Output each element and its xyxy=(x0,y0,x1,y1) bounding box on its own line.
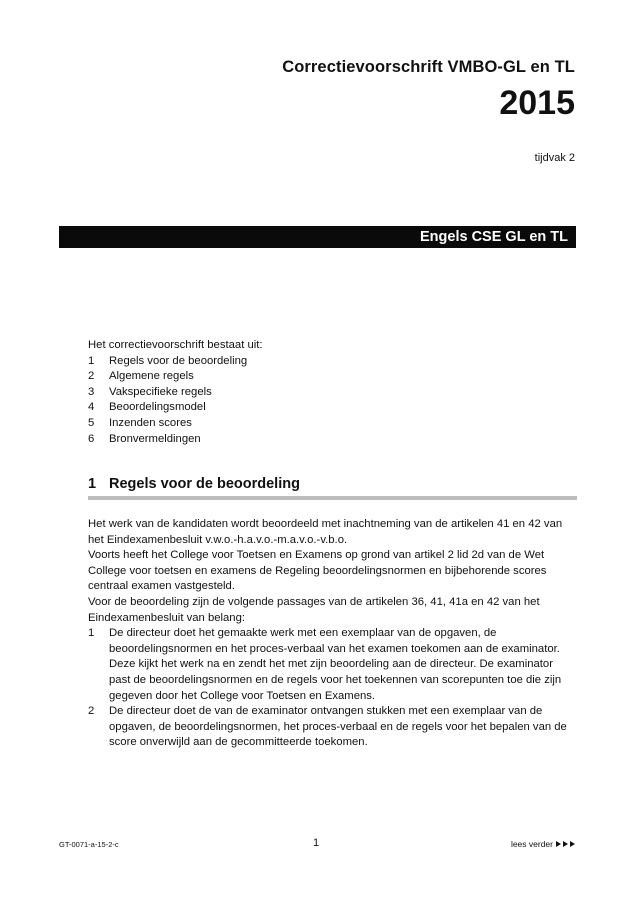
page-number: 1 xyxy=(313,837,320,849)
rules-item-number: 1 xyxy=(88,627,95,640)
document-title: Correctievoorschrift VMBO-GL en TL xyxy=(282,58,575,76)
continue-indicator xyxy=(511,839,575,849)
section-body xyxy=(88,517,577,751)
contents-item-number: 3 xyxy=(88,385,95,398)
contents-item xyxy=(88,400,568,416)
section-heading xyxy=(88,476,300,492)
rules-item-text: De directeur doet de van de examinator ontvangen stukken met een exemplaar van de opgaven, de beoordelingsnormen, het proces-verbaal en de regels voor het bepalen van de score onverwijld aan de gecommitteerde toekomen. xyxy=(109,705,567,749)
rules-item-number: 2 xyxy=(88,705,95,718)
subject-title: Engels CSE GL en TL xyxy=(420,229,568,245)
paragraph: Voor de beoordeling zijn de volgende passages van de artikelen 36, 41, 41a en 42 van het Eindexamenbesluit van belang: xyxy=(88,595,540,624)
table-of-contents xyxy=(88,338,568,447)
contents-item-label: Beoordelingsmodel xyxy=(109,401,206,414)
contents-item-label: Vakspecifieke regels xyxy=(109,385,212,398)
contents-item-label: Bronvermeldingen xyxy=(109,432,201,445)
contents-item xyxy=(88,432,568,448)
contents-item-label: Algemene regels xyxy=(109,370,194,383)
contents-list xyxy=(88,354,568,448)
document-code: GT-0071-a-15-2-c xyxy=(59,840,119,849)
rules-list-item xyxy=(88,626,577,704)
section-divider xyxy=(88,496,577,500)
contents-item-number: 5 xyxy=(88,416,95,429)
exam-period: tijdvak 2 xyxy=(534,152,575,164)
section-title: Regels voor de beoordeling xyxy=(109,476,300,492)
contents-item-number: 1 xyxy=(88,354,95,367)
continue-label: lees verder xyxy=(510,839,553,849)
contents-item-number: 2 xyxy=(88,370,95,383)
contents-item xyxy=(88,369,568,385)
subject-banner xyxy=(59,226,576,248)
contents-item-label: Regels voor de beoordeling xyxy=(109,354,248,367)
contents-item-number: 4 xyxy=(88,401,95,414)
contents-item-label: Inzenden scores xyxy=(109,416,192,429)
paragraph: Het werk van de kandidaten wordt beoordeeld met inachtneming van de artikelen 41 en 42 van het Eindexamenbesluit v.w.o.-h.a.v.o.-m.a.v.o.-v.b.o. xyxy=(88,518,563,546)
triple-arrow-right-icon xyxy=(556,841,575,847)
rules-item-text: De directeur doet het gemaakte werk met een exemplaar van de opgaven, de beoordelingsnormen en het proces-verbaal van het examen toekomen aan de examinator. Deze kijkt het werk na en zendt het met zijn beoordeling aan de directeur. De examinator past de beoordelingsnormen en de regels voor het toekennen van scorepunten toe die zijn gegeven door het College voor Toetsen en Examens. xyxy=(109,627,562,702)
document-year: 2015 xyxy=(499,84,575,122)
paragraph: Voorts heeft het College voor Toetsen en Examens op grond van artikel 2 lid 2d van de Wet College voor toetsen en examens de Regeling beoordelingsnormen en bijbehorende scores centraal examen vastgesteld. xyxy=(88,549,547,593)
rules-list-item xyxy=(88,704,577,751)
rules-list xyxy=(88,626,577,751)
contents-item-number: 6 xyxy=(88,432,95,445)
contents-item xyxy=(88,416,568,432)
contents-intro: Het correctievoorschrift bestaat uit: xyxy=(88,339,263,351)
section-number: 1 xyxy=(88,476,97,492)
contents-item xyxy=(88,385,568,401)
contents-item xyxy=(88,354,568,370)
